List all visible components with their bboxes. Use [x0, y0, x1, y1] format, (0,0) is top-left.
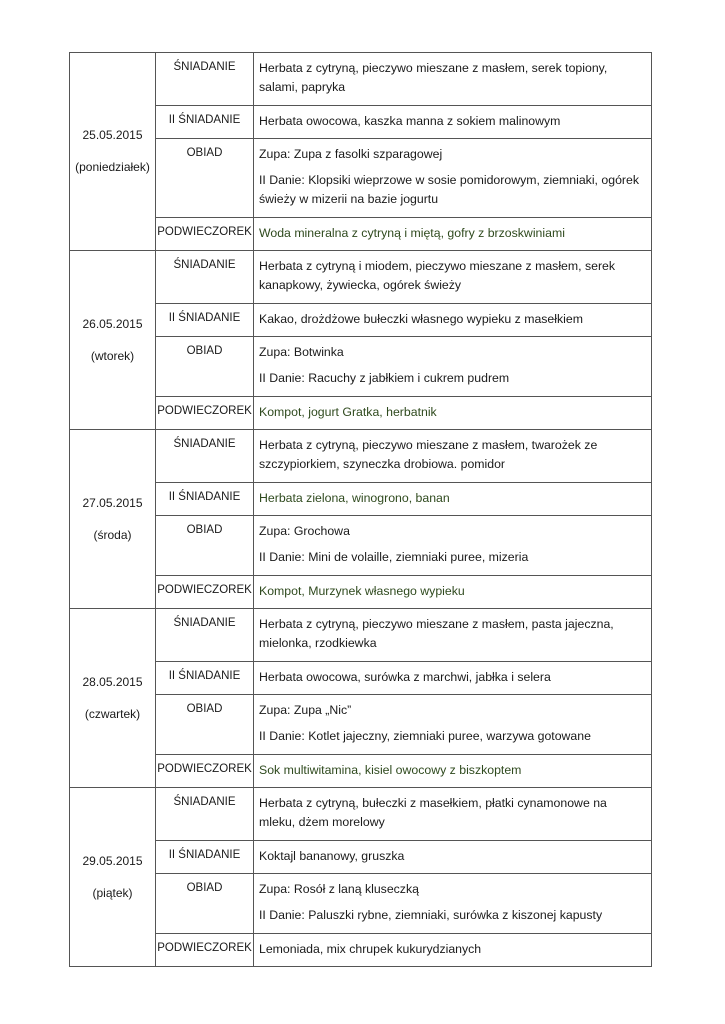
day-date: 27.05.2015 — [82, 495, 143, 510]
menu-row-snack — [70, 755, 652, 788]
menu-row-breakfast — [70, 609, 652, 662]
lunch-main: II Danie: Mini de volaille, ziemniaki puree, mizeria — [259, 550, 529, 564]
meal-label: OBIAD — [156, 337, 254, 397]
day-date-cell — [70, 788, 156, 967]
day-weekday: (wtorek) — [90, 348, 135, 363]
menu-row-second-breakfast — [70, 304, 652, 337]
meal-label: PODWIECZOREK — [156, 218, 254, 251]
lunch-soup: Zupa: Rosół z laną kluseczką — [259, 882, 419, 896]
meal-description — [254, 695, 652, 755]
lunch-soup: Zupa: Botwinka — [259, 345, 344, 359]
meal-label: OBIAD — [156, 695, 254, 755]
meal-label: OBIAD — [156, 874, 254, 934]
menu-row-second-breakfast — [70, 662, 652, 695]
lunch-main: II Danie: Racuchy z jabłkiem i cukrem pudrem — [259, 371, 510, 385]
lunch-soup: Zupa: Zupa „Nic” — [259, 703, 352, 717]
meal-description: Herbata z cytryną, pieczywo mieszane z masłem, serek topiony, salami, papryka — [254, 53, 652, 106]
meal-label: II ŚNIADANIE — [156, 304, 254, 337]
meal-description: Herbata z cytryną i miodem, pieczywo mieszane z masłem, serek kanapkowy, żywiecka, ogórek świeży — [254, 251, 652, 304]
weekly-menu-table — [69, 52, 652, 967]
meal-label: ŚNIADANIE — [156, 53, 254, 106]
menu-row-breakfast — [70, 53, 652, 106]
meal-description: Herbata z cytryną, pieczywo mieszane z masłem, pasta jajeczna, mielonka, rzodkiewka — [254, 609, 652, 662]
day-weekday: (czwartek) — [84, 706, 141, 721]
day-date: 26.05.2015 — [82, 316, 143, 331]
lunch-soup: Zupa: Grochowa — [259, 524, 350, 538]
meal-label: OBIAD — [156, 516, 254, 576]
day-date-cell — [70, 53, 156, 251]
meal-label: PODWIECZOREK — [156, 397, 254, 430]
day-weekday: (poniedziałek) — [75, 160, 150, 174]
menu-row-snack — [70, 576, 652, 609]
meal-label: ŚNIADANIE — [156, 430, 254, 483]
meal-description — [254, 139, 652, 218]
meal-label: ŚNIADANIE — [156, 609, 254, 662]
day-date-cell — [70, 430, 156, 609]
menu-row-second-breakfast — [70, 841, 652, 874]
meal-description: Herbata z cytryną, bułeczki z masełkiem, płatki cynamonowe na mleku, dżem morelowy — [254, 788, 652, 841]
menu-row-breakfast — [70, 251, 652, 304]
menu-row-lunch — [70, 337, 652, 397]
day-weekday: (piątek) — [92, 885, 133, 900]
meal-description: Herbata owocowa, kaszka manna z sokiem malinowym — [254, 106, 652, 139]
meal-label: PODWIECZOREK — [156, 576, 254, 609]
meal-label: ŚNIADANIE — [156, 788, 254, 841]
meal-label: OBIAD — [156, 139, 254, 218]
meal-description — [254, 874, 652, 934]
lunch-main: II Danie: Paluszki rybne, ziemniaki, surówka z kiszonej kapusty — [259, 908, 603, 922]
meal-label: II ŚNIADANIE — [156, 483, 254, 516]
meal-description — [254, 516, 652, 576]
meal-description: Sok multiwitamina, kisiel owocowy z biszkoptem — [254, 755, 652, 788]
menu-row-lunch — [70, 139, 652, 218]
menu-row-second-breakfast — [70, 483, 652, 516]
day-date: 25.05.2015 — [82, 128, 143, 142]
lunch-main: II Danie: Kotlet jajeczny, ziemniaki puree, warzywa gotowane — [259, 729, 591, 743]
menu-row-second-breakfast — [70, 106, 652, 139]
menu-row-breakfast — [70, 430, 652, 483]
meal-description: Herbata z cytryną, pieczywo mieszane z masłem, twarożek ze szczypiorkiem, szyneczka drobiowa. pomidor — [254, 430, 652, 483]
day-date-cell — [70, 609, 156, 788]
day-date: 29.05.2015 — [82, 853, 143, 868]
meal-description: Koktajl bananowy, gruszka — [254, 841, 652, 874]
menu-row-lunch — [70, 874, 652, 934]
menu-row-lunch — [70, 695, 652, 755]
menu-row-snack — [70, 397, 652, 430]
meal-description: Lemoniada, mix chrupek kukurydzianych — [254, 934, 652, 967]
menu-row-snack — [70, 218, 652, 251]
meal-description: Kompot, Murzynek własnego wypieku — [254, 576, 652, 609]
meal-description: Kakao, drożdżowe bułeczki własnego wypieku z masełkiem — [254, 304, 652, 337]
lunch-soup: Zupa: Zupa z fasolki szparagowej — [259, 147, 443, 161]
meal-label: II ŚNIADANIE — [156, 662, 254, 695]
menu-row-lunch — [70, 516, 652, 576]
meal-label: PODWIECZOREK — [156, 934, 254, 967]
menu-row-breakfast — [70, 788, 652, 841]
day-date: 28.05.2015 — [82, 674, 143, 689]
day-date-cell — [70, 251, 156, 430]
meal-description: Herbata owocowa, surówka z marchwi, jabłka i selera — [254, 662, 652, 695]
meal-label: PODWIECZOREK — [156, 755, 254, 788]
meal-description: Herbata zielona, winogrono, banan — [254, 483, 652, 516]
meal-label: II ŚNIADANIE — [156, 841, 254, 874]
day-weekday: (środa) — [93, 527, 132, 542]
meal-label: II ŚNIADANIE — [156, 106, 254, 139]
lunch-main: II Danie: Klopsiki wieprzowe w sosie pomidorowym, ziemniaki, ogórek świeży w mizerii na bazie jogurtu — [259, 173, 639, 206]
menu-row-snack — [70, 934, 652, 967]
meal-description: Kompot, jogurt Gratka, herbatnik — [254, 397, 652, 430]
meal-description: Woda mineralna z cytryną i miętą, gofry z brzoskwiniami — [254, 218, 652, 251]
meal-label: ŚNIADANIE — [156, 251, 254, 304]
meal-description — [254, 337, 652, 397]
